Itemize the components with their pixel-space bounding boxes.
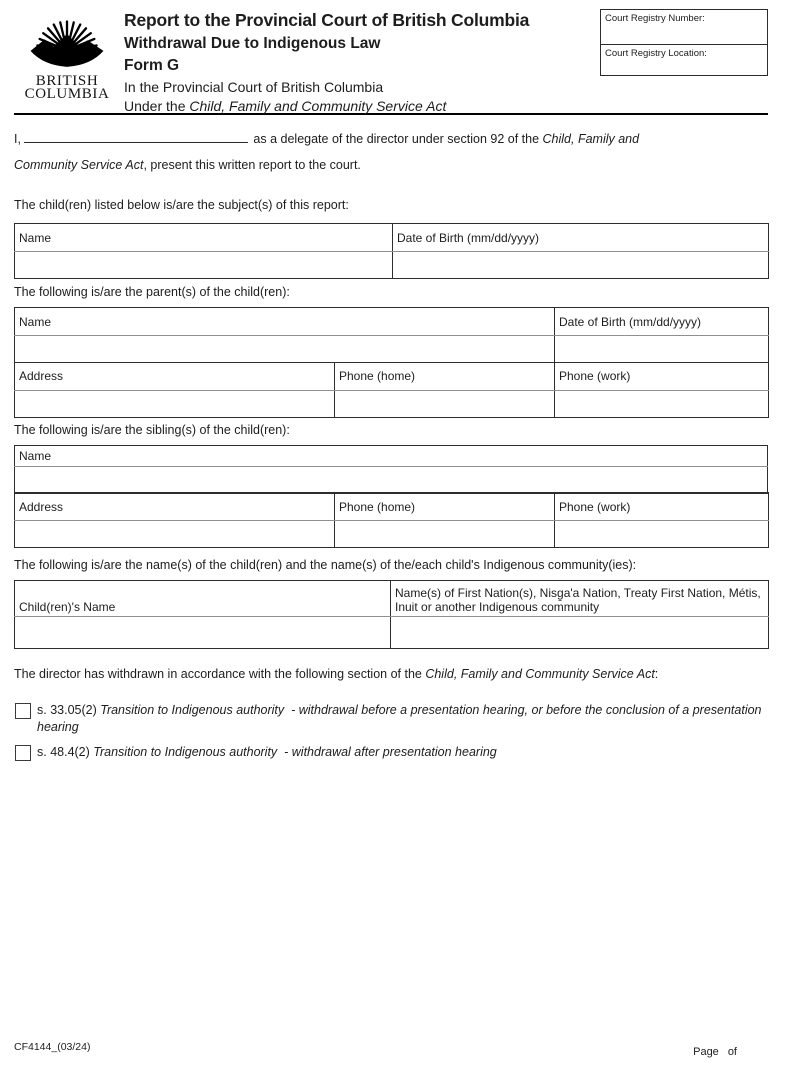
court-registry-location-label: Court Registry Location: bbox=[605, 47, 707, 59]
delegate-name-field[interactable] bbox=[24, 128, 248, 143]
community-child-name-header: Child(ren)'s Name bbox=[15, 581, 391, 617]
siblings-contact-table bbox=[14, 492, 769, 548]
siblings-phone-home-header: Phone (home) bbox=[335, 493, 555, 521]
children-section-label: The child(ren) listed below is/are the subject(s) of this report: bbox=[14, 198, 349, 212]
act-line: Under the Child, Family and Community Service Act bbox=[124, 98, 447, 114]
form-letter: Form G bbox=[124, 57, 180, 74]
child-dob-field[interactable] bbox=[393, 252, 769, 279]
title-block bbox=[120, 8, 600, 113]
of-label: of bbox=[727, 1046, 737, 1058]
form-header bbox=[14, 8, 768, 113]
court-registry-number-field[interactable] bbox=[600, 9, 768, 45]
bc-sun-mountain-icon bbox=[27, 9, 107, 75]
child-name-field[interactable] bbox=[15, 252, 393, 279]
form-subtitle: Withdrawal Due to Indigenous Law bbox=[124, 35, 381, 52]
form-number: CF4144_(03/24) bbox=[14, 1041, 91, 1053]
siblings-block bbox=[14, 445, 768, 549]
sibling-address-field[interactable] bbox=[15, 521, 335, 548]
parents-name-table bbox=[14, 307, 769, 363]
siblings-section-label: The following is/are the sibling(s) of the child(ren): bbox=[14, 422, 290, 437]
bc-logo bbox=[14, 8, 120, 113]
page-indicator bbox=[693, 1046, 737, 1058]
sibling-phone-work-field[interactable] bbox=[555, 521, 769, 548]
parent-phone-work-field[interactable] bbox=[555, 390, 769, 417]
registry-boxes bbox=[600, 9, 768, 113]
community-nations-header: Name(s) of First Nation(s), Nisg̱a'a Nation, Treaty First Nation, Métis, Inuit or another Indigenous community bbox=[391, 581, 769, 617]
parent-name-field[interactable] bbox=[15, 336, 555, 363]
community-name-field[interactable] bbox=[391, 617, 769, 649]
parent-phone-home-field[interactable] bbox=[335, 390, 555, 417]
section-48-label: s. 48.4(2) Transition to Indigenous authority - withdrawal after presentation hearing bbox=[37, 745, 497, 759]
logo-wordmark: BRITISH COLUMBIA bbox=[24, 73, 110, 102]
parents-dob-header: Date of Birth (mm/dd/yyyy) bbox=[555, 308, 769, 336]
parents-block bbox=[14, 307, 768, 418]
sibling-name-field[interactable] bbox=[15, 466, 768, 493]
parents-phone-home-header: Phone (home) bbox=[335, 362, 555, 390]
children-name-header: Name bbox=[15, 224, 393, 252]
withdrawal-section-label: The director has withdrawn in accordance with the following section of the Child, Family and Community Service Act: bbox=[14, 667, 659, 681]
parents-address-header: Address bbox=[15, 362, 335, 390]
children-dob-header: Date of Birth (mm/dd/yyyy) bbox=[393, 224, 769, 252]
sibling-phone-home-field[interactable] bbox=[335, 521, 555, 548]
parents-contact-table bbox=[14, 362, 769, 418]
children-table bbox=[14, 223, 769, 279]
court-line: In the Provincial Court of British Columbia bbox=[124, 79, 384, 95]
siblings-address-header: Address bbox=[15, 493, 335, 521]
section-33-checkbox[interactable] bbox=[15, 703, 31, 719]
section-33-label: s. 33.05(2) Transition to Indigenous authority - withdrawal before a presentation hearing, or before the conclusion of a presentation hearing bbox=[37, 703, 765, 734]
community-child-name-field[interactable] bbox=[15, 617, 391, 649]
page-label: Page bbox=[693, 1046, 719, 1058]
community-table bbox=[14, 580, 769, 649]
parents-phone-work-header: Phone (work) bbox=[555, 362, 769, 390]
section-48-checkbox[interactable] bbox=[15, 745, 31, 761]
withdrawal-option-48 bbox=[14, 744, 768, 761]
parents-section-label: The following is/are the parent(s) of the child(ren): bbox=[14, 285, 290, 299]
siblings-name-header: Name bbox=[15, 445, 768, 466]
court-registry-location-field[interactable] bbox=[600, 44, 768, 76]
form-title: Report to the Provincial Court of British Columbia bbox=[124, 10, 530, 30]
intro-paragraph: I, as a delegate of the director under section 92 of the Child, Family and Community Service Act, present this written report to the court. bbox=[14, 126, 768, 178]
siblings-name-table bbox=[14, 445, 768, 494]
parent-address-field[interactable] bbox=[15, 390, 335, 417]
parent-dob-field[interactable] bbox=[555, 336, 769, 363]
court-registry-number-label: Court Registry Number: bbox=[605, 13, 705, 24]
parents-name-header: Name bbox=[15, 308, 555, 336]
withdrawal-option-33 bbox=[14, 702, 768, 736]
community-section-label: The following is/are the name(s) of the child(ren) and the name(s) of the/each child's Indigenous community(ies): bbox=[14, 558, 637, 572]
siblings-phone-work-header: Phone (work) bbox=[555, 493, 769, 521]
